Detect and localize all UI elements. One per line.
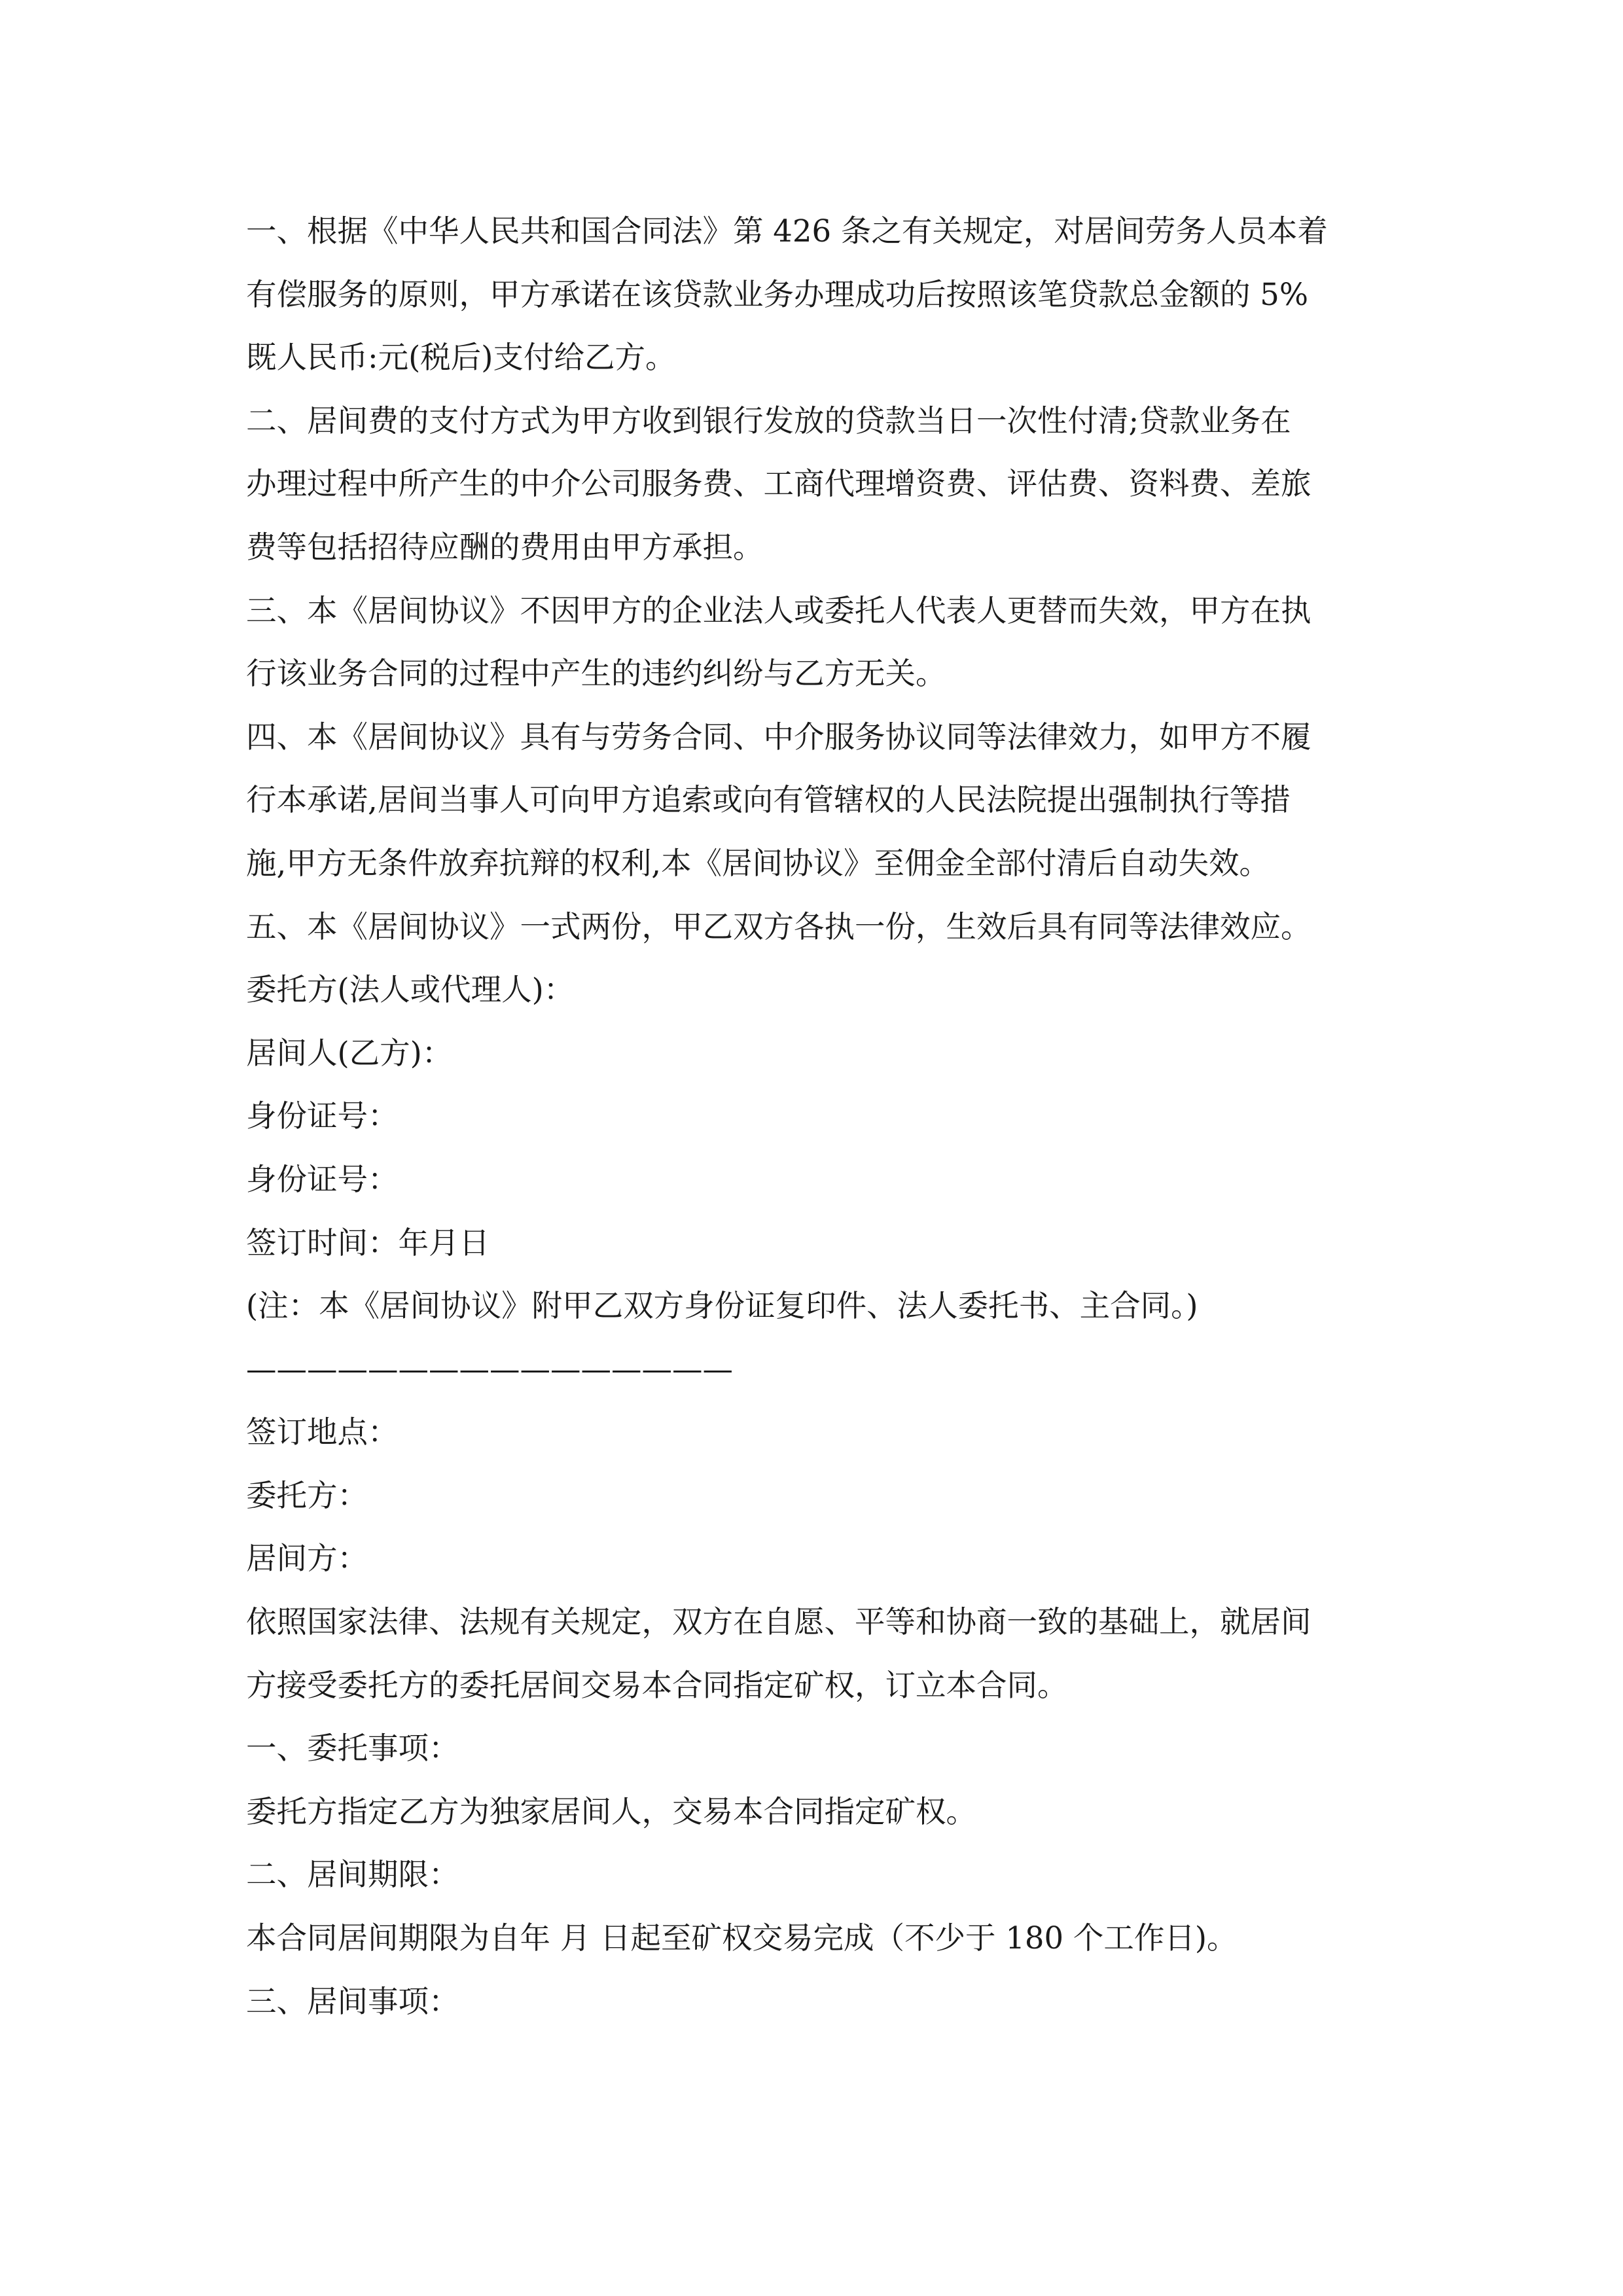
separator-line: ———————————————— — [246, 1351, 733, 1387]
text-line: 本合同居间期限为自年 月 日起至矿权交易完成（不少于 180 个工作日)。 — [246, 1920, 1238, 1956]
text-line: 签订时间：年月日 — [246, 1225, 490, 1261]
text-line: 身份证号： — [246, 1098, 399, 1134]
text-line: 居间人(乙方)： — [246, 1035, 453, 1071]
text-line: 二、居间费的支付方式为甲方收到银行发放的贷款当日一次性付清;贷款业务在 — [246, 403, 1291, 439]
text-line: 方接受委托方的委托居间交易本合同指定矿权，订立本合同。 — [246, 1667, 1068, 1703]
document-body — [246, 200, 1398, 2033]
text-line: 四、本《居间协议》具有与劳务合同、中介服务协议同等法律效力，如甲方不履 — [246, 719, 1311, 755]
text-line: 三、居间事项： — [246, 1983, 459, 2019]
text-line: 既人民币:元(税后)支付给乙方。 — [246, 340, 676, 376]
text-line: 一、委托事项： — [246, 1731, 459, 1767]
text-line: 委托方指定乙方为独家居间人，交易本合同指定矿权。 — [246, 1793, 976, 1829]
text-line: 签订地点： — [246, 1414, 399, 1450]
text-line: 有偿服务的原则，甲方承诺在该贷款业务办理成功后按照该笔贷款总金额的 5% — [246, 276, 1309, 312]
text-line: 居间方： — [246, 1541, 368, 1577]
text-line: 办理过程中所产生的中介公司服务费、工商代理增资费、评估费、资料费、差旅 — [246, 466, 1311, 502]
text-line: 一、根据《中华人民共和国合同法》第 426 条之有关规定，对居间劳务人员本着 — [246, 213, 1328, 249]
text-line: 委托方： — [246, 1477, 368, 1513]
text-line: 依照国家法律、法规有关规定，双方在自愿、平等和协商一致的基础上，就居间 — [246, 1604, 1311, 1640]
text-line: 委托方(法人或代理人)： — [246, 972, 575, 1008]
text-line: 施,甲方无条件放弃抗辩的权利,本《居间协议》至佣金全部付清后自动失效。 — [246, 845, 1270, 881]
text-line: 费等包括招待应酬的费用由甲方承担。 — [246, 529, 764, 565]
text-line: 三、本《居间协议》不因甲方的企业法人或委托人代表人更替而失效，甲方在执 — [246, 592, 1311, 628]
text-line: (注：本《居间协议》附甲乙双方身份证复印件、法人委托书、主合同。) — [246, 1288, 1198, 1324]
text-line: 行该业务合同的过程中产生的违约纠纷与乙方无关。 — [246, 656, 946, 692]
text-line: 行本承诺,居间当事人可向甲方追索或向有管辖权的人民法院提出强制执行等措 — [246, 782, 1291, 818]
text-line: 五、本《居间协议》一式两份，甲乙双方各执一份，生效后具有同等法律效应。 — [246, 908, 1311, 944]
text-line: 身份证号： — [246, 1161, 399, 1197]
text-line: 二、居间期限： — [246, 1857, 459, 1893]
